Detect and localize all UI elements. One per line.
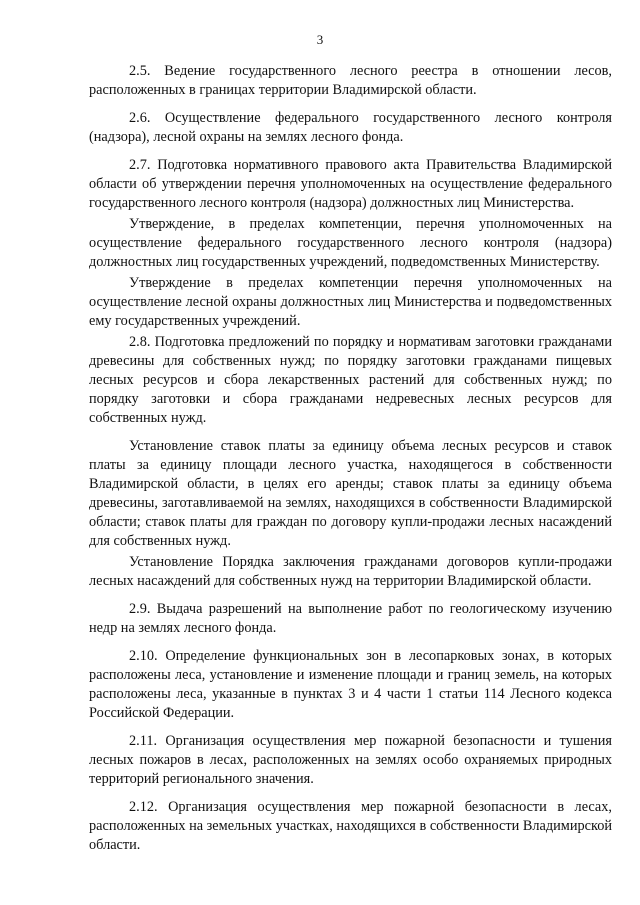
paragraph-2-8-procedure: Установление Порядка заключения гражданами договоров купли-продажи лесных насаждений для собственных нужд на территории Владимирской области. <box>89 554 612 589</box>
paragraph-2-10: 2.10. Определение функциональных зон в лесопарковых зонах, в которых расположены леса, установление и изменение площади и границ земель, на которых расположены леса, указанные в пунктах 3 и 4 части 1 статьи 114 Лесного кодекса Российской Федерации. <box>89 648 612 721</box>
paragraph-2-7: 2.7. Подготовка нормативного правового акта Правительства Владимирской области об утверждении перечня уполномоченных на осуществление федерального государственного лесного контроля (надзора) должностных лиц Министерства. <box>89 157 612 211</box>
paragraph-2-7-approval-control: Утверждение, в пределах компетенции, перечня уполномоченных на осуществление федерального государственного лесного контроля (надзора) должностных лиц государственных учреждений, подведомственных Министерству. <box>89 216 612 270</box>
page-number: 3 <box>316 32 324 47</box>
paragraph-2-11: 2.11. Организация осуществления мер пожарной безопасности и тушения лесных пожаров в лесах, расположенных на землях особо охраняемых природных территорий регионального значения. <box>89 733 612 787</box>
paragraph-2-12: 2.12. Организация осуществления мер пожарной безопасности в лесах, расположенных на земельных участках, находящихся в собственности Владимирской области. <box>89 799 612 853</box>
paragraph-2-8: 2.8. Подготовка предложений по порядку и нормативам заготовки гражданами древесины для собственных нужд; по порядку заготовки гражданами пищевых лесных ресурсов и сбора лекарственных растений для собственных нужд; по порядку заготовки и сбора гражданами недревесных лесных ресурсов для собственных нужд. <box>89 334 612 426</box>
paragraph-2-5: 2.5. Ведение государственного лесного реестра в отношении лесов, расположенных в границах территории Владимирской области. <box>89 63 612 98</box>
paragraph-2-8-rates: Установление ставок платы за единицу объема лесных ресурсов и ставок платы за единицу площади лесного участка, находящегося в собственности Владимирской области, в целях его аренды; ставок платы за единицу объема древесины, заготавливаемой на землях, находящихся в собственности Владимирской области; ставок платы для граждан по договору купли-продажи лесных насаждений для собственных нужд. <box>89 438 612 549</box>
paragraph-2-6: 2.6. Осуществление федерального государственного лесного контроля (надзора), лесной охраны на землях лесного фонда. <box>89 110 612 145</box>
document-body <box>89 62 612 864</box>
paragraph-2-7-approval-protection: Утверждение в пределах компетенции перечня уполномоченных на осуществление лесной охраны должностных лиц Министерства и подведомственных ему государственных учреждений. <box>89 275 612 329</box>
paragraph-2-9: 2.9. Выдача разрешений на выполнение работ по геологическому изучению недр на землях лесного фонда. <box>89 601 612 636</box>
